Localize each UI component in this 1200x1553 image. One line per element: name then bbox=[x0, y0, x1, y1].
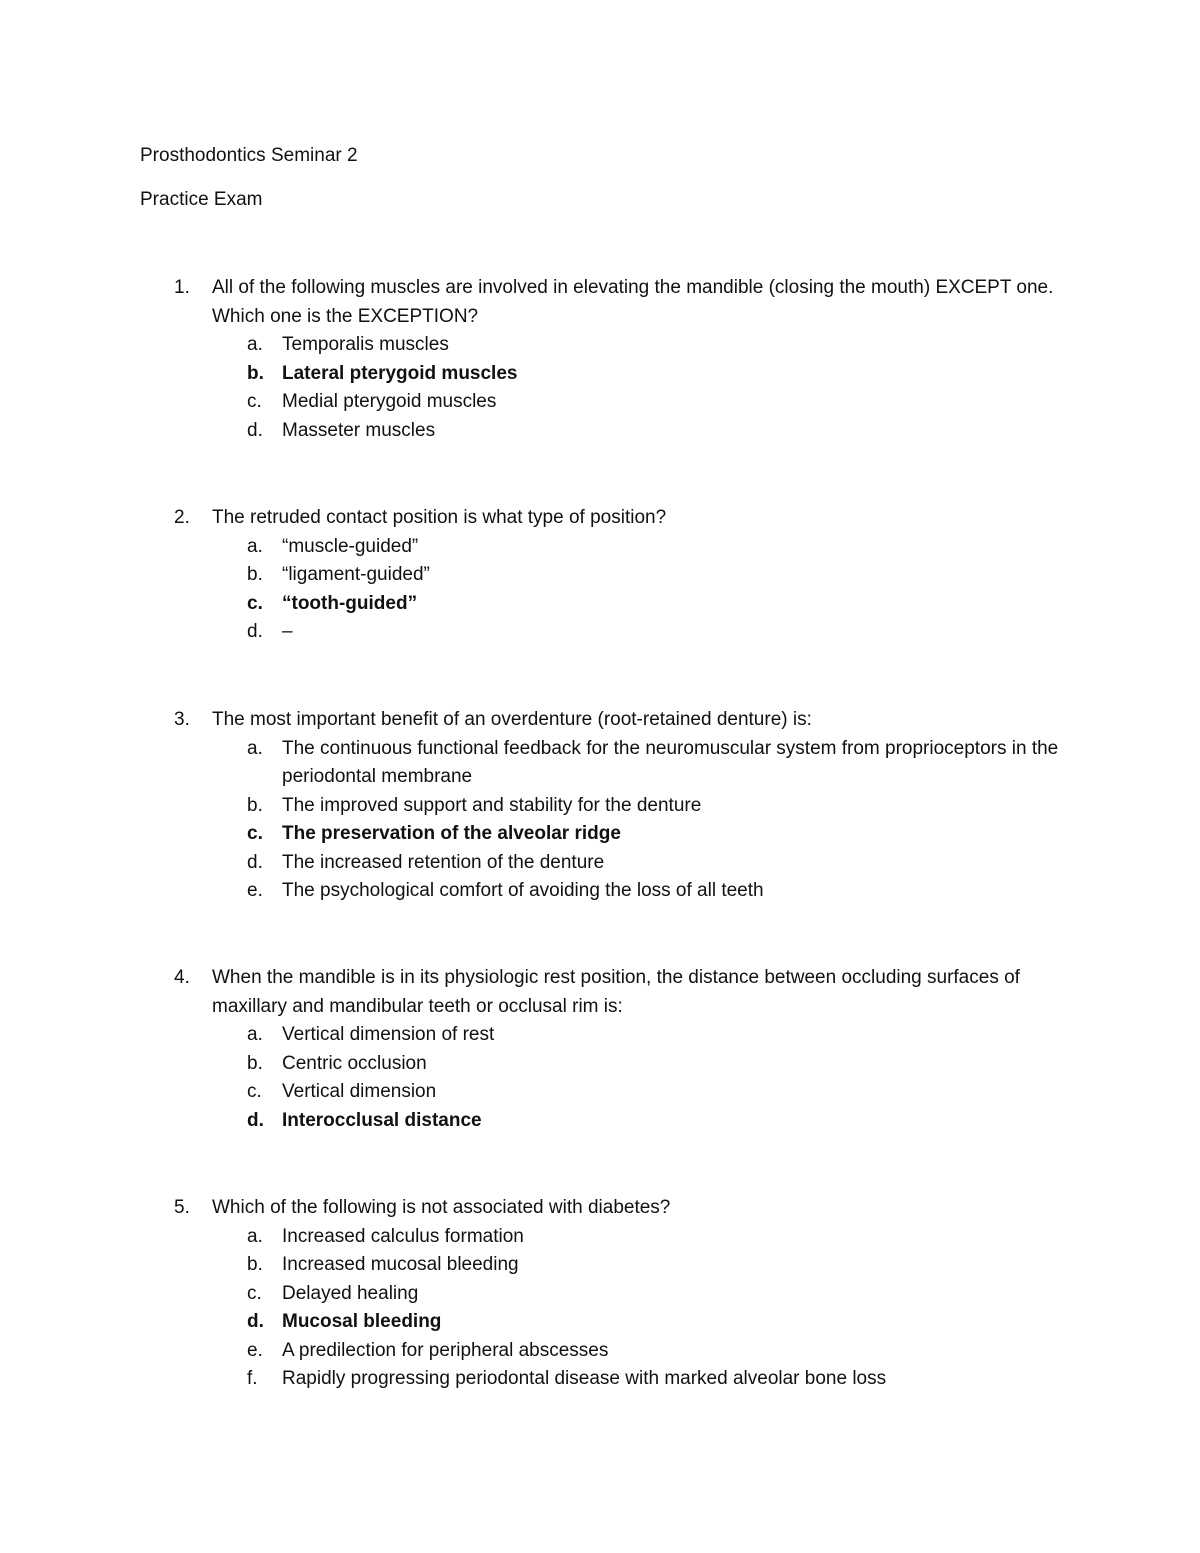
option-text: The preservation of the alveolar ridge bbox=[282, 823, 621, 844]
option-letter: a. bbox=[247, 1225, 263, 1247]
option-letter: d. bbox=[247, 1109, 264, 1131]
question-stem bbox=[0, 706, 1200, 735]
option-letter: a. bbox=[247, 737, 263, 759]
answer-options bbox=[0, 1223, 1200, 1394]
option-text: Centric occlusion bbox=[282, 1052, 427, 1074]
question-text: When the mandible is in its physiologic rest position, the distance between occluding surfaces of maxillary and mandibular teeth or occlusal rim is: bbox=[212, 967, 1020, 1017]
option-text: The psychological comfort of avoiding the loss of all teeth bbox=[282, 880, 764, 901]
option-text: “ligament-guided” bbox=[282, 564, 430, 585]
answer-option bbox=[0, 1078, 1200, 1107]
question-number: 5. bbox=[174, 1197, 190, 1218]
answer-options bbox=[0, 735, 1200, 906]
question-text: The most important benefit of an overdenture (root-retained denture) is: bbox=[212, 709, 812, 730]
option-letter: e. bbox=[247, 880, 263, 901]
option-text: “muscle-guided” bbox=[282, 535, 419, 557]
option-letter: c. bbox=[247, 1081, 262, 1102]
answer-option-correct bbox=[0, 1107, 1200, 1136]
option-text: Mucosal bleeding bbox=[282, 1311, 442, 1332]
answer-options bbox=[0, 1021, 1200, 1135]
question-3 bbox=[0, 706, 1200, 906]
document-subtitle: Practice Exam bbox=[140, 189, 263, 210]
option-letter: d. bbox=[247, 851, 263, 873]
answer-option bbox=[0, 1223, 1200, 1252]
question-2 bbox=[0, 504, 1200, 647]
option-text: “tooth-guided” bbox=[282, 592, 418, 614]
question-5 bbox=[0, 1194, 1200, 1394]
option-text: Interocclusal distance bbox=[282, 1109, 482, 1131]
answer-option bbox=[0, 417, 1200, 446]
option-text: Masseter muscles bbox=[282, 419, 436, 441]
option-letter: c. bbox=[247, 1282, 262, 1304]
option-text: Vertical dimension of rest bbox=[282, 1024, 495, 1045]
option-letter: b. bbox=[247, 362, 264, 384]
answer-option bbox=[0, 388, 1200, 417]
question-1 bbox=[0, 274, 1200, 445]
answer-option bbox=[0, 1050, 1200, 1079]
question-number: 2. bbox=[174, 507, 190, 528]
option-text: Temporalis muscles bbox=[282, 334, 449, 355]
option-letter: f. bbox=[247, 1368, 258, 1389]
option-letter: b. bbox=[247, 1254, 263, 1275]
option-text: The increased retention of the denture bbox=[282, 851, 605, 873]
option-text: Vertical dimension bbox=[282, 1081, 437, 1102]
answer-option bbox=[0, 1365, 1200, 1394]
question-text: Which of the following is not associated with diabetes? bbox=[212, 1197, 671, 1218]
answer-option-correct bbox=[0, 360, 1200, 389]
option-text: Lateral pterygoid muscles bbox=[282, 362, 518, 384]
answer-option-correct bbox=[0, 1308, 1200, 1337]
answer-option bbox=[0, 561, 1200, 590]
answer-option bbox=[0, 533, 1200, 562]
answer-option bbox=[0, 735, 1200, 792]
option-letter: b. bbox=[247, 1052, 263, 1074]
question-text: All of the following muscles are involved in elevating the mandible (closing the mouth) EXCEPT one. Which one is the EXCEPTION? bbox=[212, 277, 1054, 327]
question-text: The retruded contact position is what type of position? bbox=[212, 507, 667, 528]
option-text: The improved support and stability for the denture bbox=[282, 794, 702, 816]
option-letter: a. bbox=[247, 535, 263, 557]
answer-option bbox=[0, 849, 1200, 878]
option-text: – bbox=[282, 621, 293, 642]
option-letter: b. bbox=[247, 564, 263, 585]
question-stem bbox=[0, 504, 1200, 533]
answer-option bbox=[0, 792, 1200, 821]
answer-options bbox=[0, 533, 1200, 647]
answer-option bbox=[0, 877, 1200, 906]
question-number: 4. bbox=[174, 967, 190, 988]
option-letter: a. bbox=[247, 1024, 263, 1045]
option-letter: d. bbox=[247, 419, 263, 441]
option-letter: e. bbox=[247, 1339, 263, 1361]
option-text: Rapidly progressing periodontal disease with marked alveolar bone loss bbox=[282, 1368, 887, 1389]
option-text: Increased mucosal bleeding bbox=[282, 1254, 519, 1275]
answer-option bbox=[0, 1280, 1200, 1309]
option-text: Medial pterygoid muscles bbox=[282, 391, 497, 412]
option-letter: a. bbox=[247, 334, 263, 355]
answer-option bbox=[0, 331, 1200, 360]
question-4 bbox=[0, 964, 1200, 1135]
option-text: Delayed healing bbox=[282, 1282, 419, 1304]
question-stem bbox=[0, 964, 1200, 1021]
option-text: A predilection for peripheral abscesses bbox=[282, 1339, 609, 1361]
answer-options bbox=[0, 331, 1200, 445]
answer-option bbox=[0, 618, 1200, 647]
question-number: 1. bbox=[174, 277, 190, 298]
answer-option-correct bbox=[0, 820, 1200, 849]
question-stem bbox=[0, 274, 1200, 331]
option-letter: c. bbox=[247, 391, 262, 412]
option-letter: d. bbox=[247, 621, 263, 642]
question-number: 3. bbox=[174, 709, 190, 730]
question-stem bbox=[0, 1194, 1200, 1223]
option-letter: d. bbox=[247, 1311, 264, 1332]
answer-option bbox=[0, 1251, 1200, 1280]
option-text: Increased calculus formation bbox=[282, 1225, 524, 1247]
document-title: Prosthodontics Seminar 2 bbox=[140, 145, 358, 166]
answer-option-correct bbox=[0, 590, 1200, 619]
option-letter: c. bbox=[247, 592, 263, 614]
option-letter: b. bbox=[247, 794, 263, 816]
option-letter: c. bbox=[247, 823, 263, 844]
answer-option bbox=[0, 1021, 1200, 1050]
option-text: The continuous functional feedback for the neuromuscular system from proprioceptors in the periodontal membrane bbox=[282, 737, 1059, 787]
answer-option bbox=[0, 1337, 1200, 1366]
